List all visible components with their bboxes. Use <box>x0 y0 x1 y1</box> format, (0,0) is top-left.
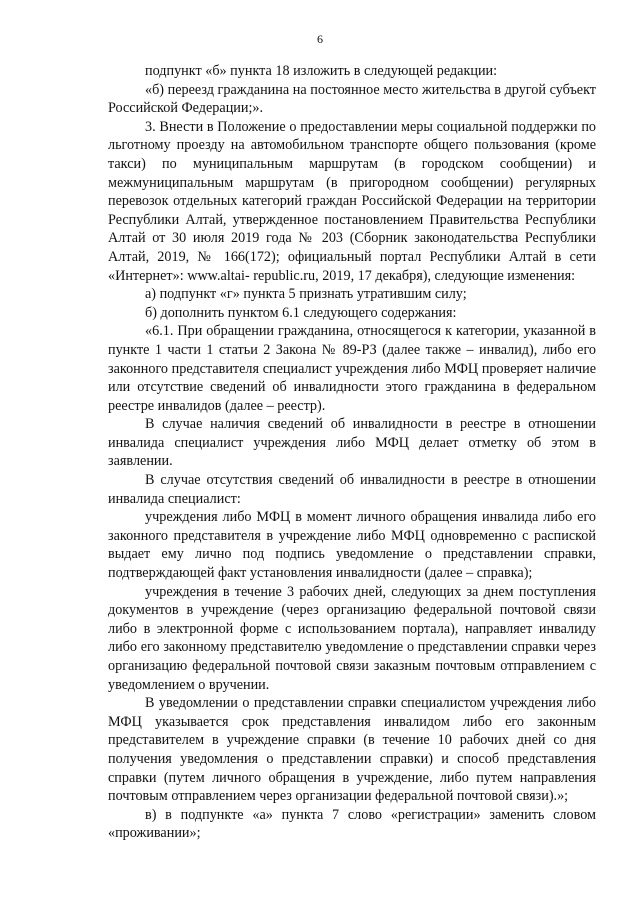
text-line: заявлении. <box>108 453 173 470</box>
text-line: инвалид), либо его законного представителя специалист учреждения либо <box>108 341 597 377</box>
paragraph <box>108 285 596 304</box>
text-line: Федерации на территории Республики Алтай, утвержденное <box>108 193 597 228</box>
document-body <box>108 62 596 843</box>
text-line: № 203 (Сборник законодательства Республики Алтай, 2019, № 166(172); <box>108 230 596 265</box>
paragraph <box>108 81 596 118</box>
text-line: гражданина в федеральном реестре инвалидов (далее – реестр). <box>108 379 596 414</box>
text-line: МФЦ проверяет наличие или отсутствие сведений об инвалидности этого <box>108 360 597 396</box>
text-line: его законного представителя в учреждение либо МФЦ одновременно с <box>108 509 596 544</box>
text-line: либо МФЦ указывается срок представления инвалидом либо его законным <box>108 695 597 730</box>
text-line: В случае наличия сведений об инвалидности в реестре в отношении <box>145 416 596 433</box>
paragraph <box>108 508 596 582</box>
text-line: В случае отсутствия сведений об инвалидности в реестре в <box>145 472 523 489</box>
text-line: представителем в учреждение справки (в течение 10 рабочих дней со дня <box>108 732 596 749</box>
text-line: почтовой связи либо в электронной форме с использованием портала), <box>108 602 596 637</box>
paragraph <box>108 694 596 806</box>
text-line: связи).»; <box>516 788 569 805</box>
paragraph <box>108 471 596 508</box>
text-line: сообщении) и межмуниципальным маршрутам (в пригородном сообщении) <box>108 155 596 191</box>
text-line: 3. Внести в Положение о предоставлении меры социальной <box>145 118 508 135</box>
text-line: почтовым отправлением через организации федеральной почтовой <box>108 788 513 805</box>
text-line: в) в подпункте «а» пункта 7 слово «регистрации» заменить словом <box>145 806 596 823</box>
text-line: справки, подтверждающей факт установления инвалидности (далее – <box>108 546 596 582</box>
paragraph <box>108 583 596 695</box>
paragraph <box>108 322 596 415</box>
paragraph <box>108 62 596 81</box>
text-line: направляет инвалиду либо его законному представителю уведомление о <box>108 620 596 656</box>
text-line: «6.1. При обращении гражданина, относящегося к категории, <box>145 323 520 340</box>
text-line: отношении инвалида специалист: <box>108 472 596 507</box>
text-line: В уведомлении о представлении справки специалистом учреждения <box>145 695 563 712</box>
text-line: а) подпункт «г» пункта 5 признать утратившим силу; <box>145 286 467 303</box>
text-line: пользования (кроме такси) по муниципальным маршрутам (в городском <box>108 137 597 172</box>
text-line: представлении справки через организацию федеральной почтовой связи <box>108 639 596 674</box>
page-number: 6 <box>317 32 323 46</box>
text-line: указанной в пункте 1 части 1 статьи 2 Закона № 89-РЗ (далее также – <box>108 323 597 358</box>
text-line: распиской выдает ему лично под подпись уведомление о представлении <box>108 527 596 563</box>
text-line: поступления документов в учреждение (через организацию федеральной <box>108 583 596 619</box>
text-line: поддержки по льготному проезду на автомобильном транспорте общего <box>108 118 597 154</box>
text-line: учреждения в течение 3 рабочих дней, следующих за днем <box>145 583 514 600</box>
text-line: заказным почтовым отправлением с уведомлением о вручении. <box>108 658 597 693</box>
text-line: регулярных перевозок отдельных категорий граждан Российской <box>108 174 596 210</box>
text-line: «проживании»; <box>108 825 201 842</box>
paragraph <box>108 304 596 323</box>
text-line: постановлением Правительства Республики Алтай от 30 июля 2019 года <box>108 211 597 247</box>
text-line: инвалида специалист учреждения либо МФЦ делает отметку об этом в <box>108 434 596 451</box>
text-line: «б) переезд гражданина на постоянное место жительства в другой <box>145 81 546 98</box>
text-line: б) дополнить пунктом 6.1 следующего содержания: <box>145 304 457 321</box>
paragraph <box>108 118 596 285</box>
paragraph <box>108 415 596 471</box>
text-line: субъект Российской Федерации;». <box>108 81 596 117</box>
text-line: republic.ru, 2019, 17 декабря), следующие изменения: <box>253 267 576 284</box>
text-line: справки (путем личного обращения в учреждение, либо путем направления <box>108 769 596 786</box>
text-line: официальный портал Республики Алтай в сети «Интернет»: www.altai- <box>108 248 596 284</box>
text-line: подпункт «б» пункта 18 изложить в следующей редакции: <box>145 63 498 79</box>
paragraph <box>108 806 596 843</box>
text-line: учреждения либо МФЦ в момент личного обращения инвалида либо <box>145 509 573 526</box>
text-line: получения уведомления о представлении справки) и способ представления <box>108 750 596 767</box>
text-line: справка); <box>476 565 533 582</box>
